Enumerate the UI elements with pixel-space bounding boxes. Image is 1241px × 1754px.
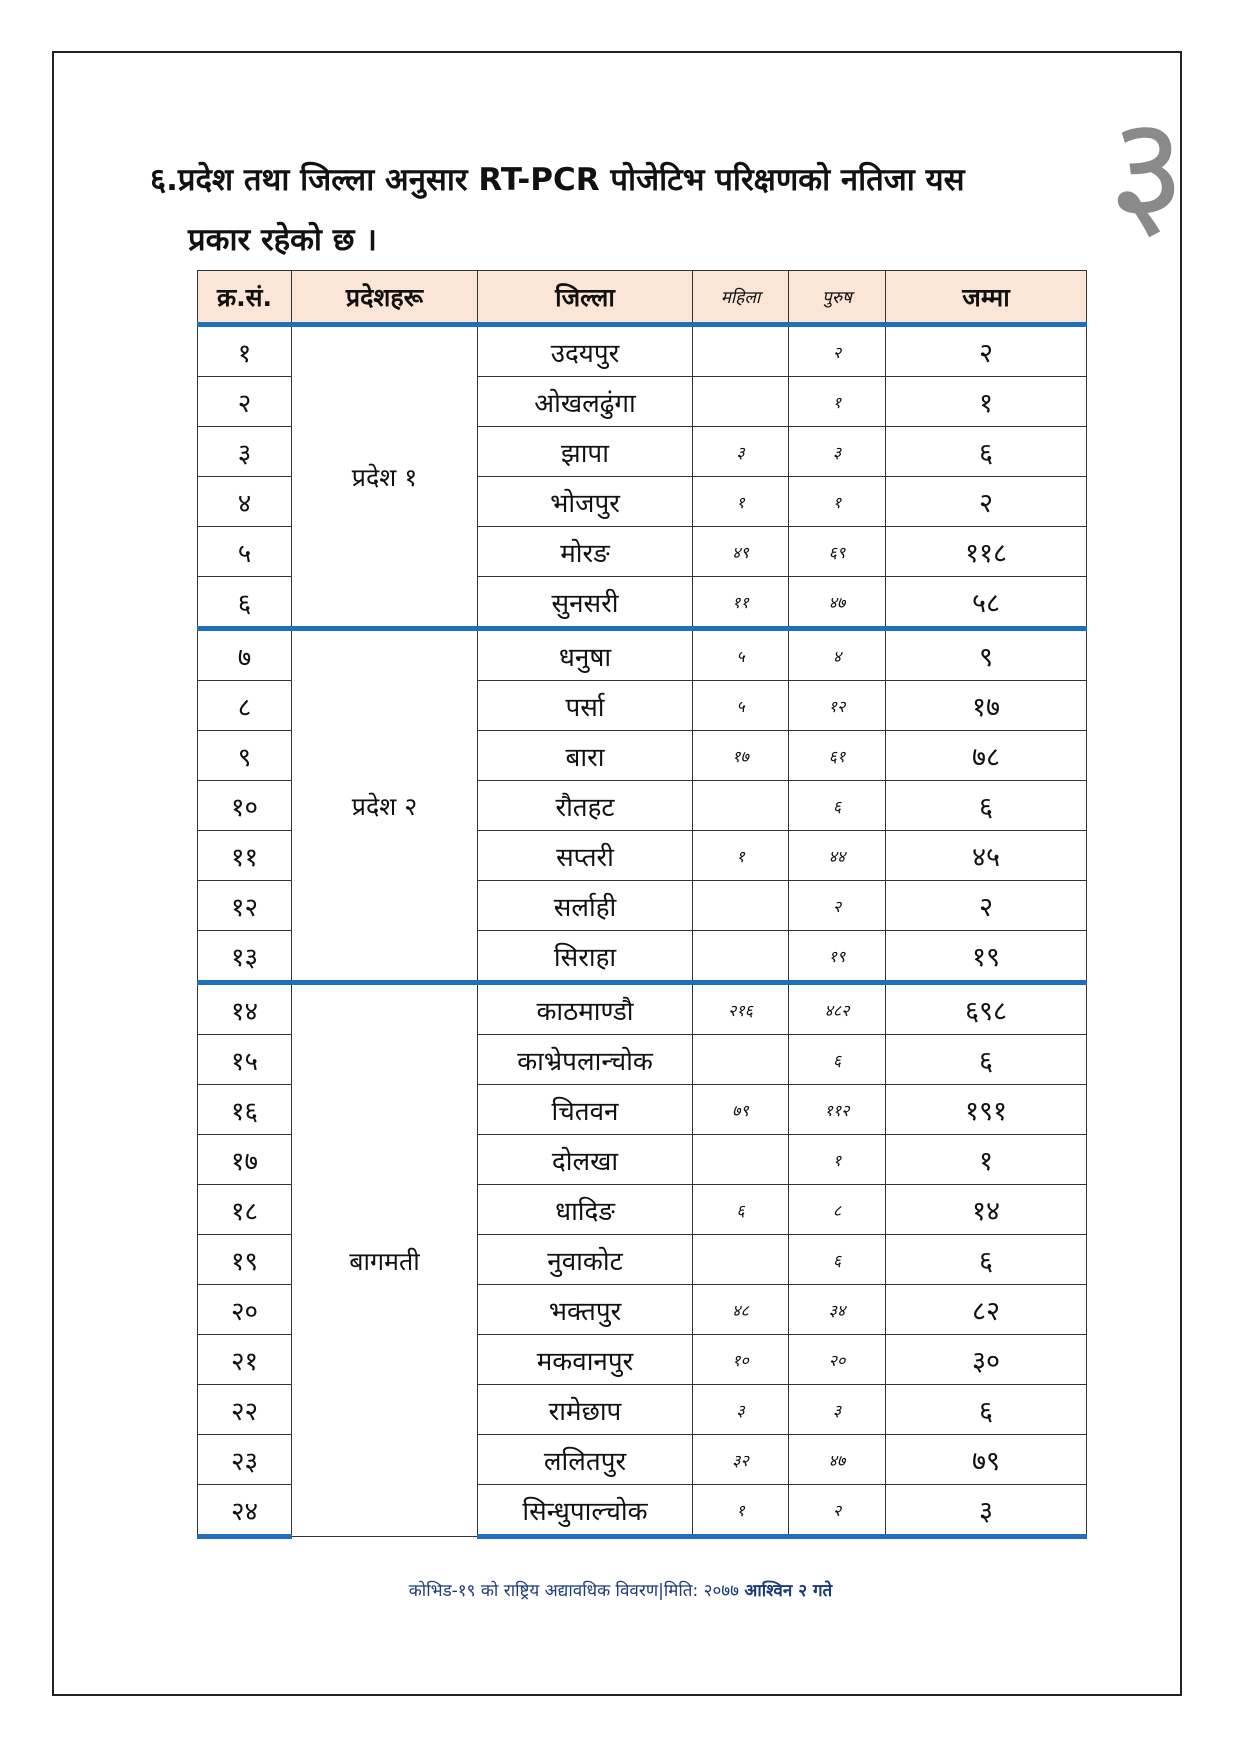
cell-male: ३ [789, 427, 886, 477]
cell-female [693, 781, 789, 831]
cell-female: ११ [693, 577, 789, 629]
cell-total: ६ [886, 427, 1087, 477]
header-district: जिल्ला [478, 271, 693, 325]
cell-female: ३२ [693, 1435, 789, 1485]
cell-male: ४८२ [789, 983, 886, 1035]
cell-male: २ [789, 1485, 886, 1537]
cell-sn: १९ [198, 1235, 292, 1285]
heading-line-1: ६.प्रदेश तथा जिल्ला अनुसार RT-PCR पोजेटिभ परिक्षणको नतिजा यस [150, 162, 965, 198]
cell-district: उदयपुर [478, 325, 693, 377]
cell-district: ओखलढुंगा [478, 377, 693, 427]
cell-female [693, 325, 789, 377]
cell-male: ४७ [789, 1435, 886, 1485]
table-row [198, 325, 1087, 377]
cell-female: ३ [693, 427, 789, 477]
cell-district: झापा [478, 427, 693, 477]
section-heading [150, 150, 1080, 270]
cell-sn: १० [198, 781, 292, 831]
cell-total: ३० [886, 1335, 1087, 1385]
cell-district: सिन्धुपाल्चोक [478, 1485, 693, 1537]
cell-female [693, 1135, 789, 1185]
cell-total: २ [886, 325, 1087, 377]
cell-sn: ६ [198, 577, 292, 629]
cell-female: १० [693, 1335, 789, 1385]
cell-district: नुवाकोट [478, 1235, 693, 1285]
cell-sn: १७ [198, 1135, 292, 1185]
table-header-row [198, 271, 1087, 325]
cell-district: चितवन [478, 1085, 693, 1135]
cell-sn: ११ [198, 831, 292, 881]
cell-female [693, 881, 789, 931]
cell-male: ३४ [789, 1285, 886, 1335]
cell-sn: ४ [198, 477, 292, 527]
footer-date: आश्विन २ गते [744, 1581, 833, 1601]
cell-male: १ [789, 477, 886, 527]
cell-sn: २२ [198, 1385, 292, 1435]
cell-sn: १४ [198, 983, 292, 1035]
header-female: महिला [693, 271, 789, 325]
cell-female: ६ [693, 1185, 789, 1235]
cell-female [693, 377, 789, 427]
cell-total: ७८ [886, 731, 1087, 781]
cell-district: काठमाण्डौ [478, 983, 693, 1035]
cell-female [693, 931, 789, 983]
cell-total: ६ [886, 1035, 1087, 1085]
cell-total: ६ [886, 1235, 1087, 1285]
cell-female: ५ [693, 681, 789, 731]
cell-district: मोरङ [478, 527, 693, 577]
cell-province: प्रदेश १ [292, 325, 478, 629]
cell-total: ३ [886, 1485, 1087, 1537]
cell-sn: १३ [198, 931, 292, 983]
cell-female: १ [693, 831, 789, 881]
header-male: पुरुष [789, 271, 886, 325]
cell-male: २० [789, 1335, 886, 1385]
cell-total: २ [886, 881, 1087, 931]
cell-sn: २१ [198, 1335, 292, 1385]
cell-sn: ५ [198, 527, 292, 577]
cell-sn: १५ [198, 1035, 292, 1085]
cell-district: धनुषा [478, 629, 693, 681]
footer [0, 1578, 1241, 1601]
cell-female: १ [693, 477, 789, 527]
cell-male: २ [789, 881, 886, 931]
cell-male: १ [789, 377, 886, 427]
cell-female: ३ [693, 1385, 789, 1435]
cell-district: भोजपुर [478, 477, 693, 527]
cell-female: १ [693, 1485, 789, 1537]
cell-sn: ७ [198, 629, 292, 681]
table-row [198, 629, 1087, 681]
cell-sn: ३ [198, 427, 292, 477]
page-number: ३ [1108, 84, 1187, 258]
cell-total: ६ [886, 781, 1087, 831]
cell-sn: २ [198, 377, 292, 427]
cell-total: १ [886, 1135, 1087, 1185]
cell-female [693, 1035, 789, 1085]
cell-female: ७९ [693, 1085, 789, 1135]
cell-total: ७९ [886, 1435, 1087, 1485]
cell-male: ४ [789, 629, 886, 681]
cell-male: २ [789, 325, 886, 377]
cell-total: ६९८ [886, 983, 1087, 1035]
cell-district: सप्तरी [478, 831, 693, 881]
cell-total: २ [886, 477, 1087, 527]
cell-male: ४४ [789, 831, 886, 881]
cell-male: ४७ [789, 577, 886, 629]
cell-district: रौतहट [478, 781, 693, 831]
cell-sn: १८ [198, 1185, 292, 1235]
cell-province: बागमती [292, 983, 478, 1537]
cell-male: ६ [789, 1235, 886, 1285]
cell-district: सुनसरी [478, 577, 693, 629]
cell-total: ८२ [886, 1285, 1087, 1335]
cell-male: ६९ [789, 527, 886, 577]
cell-total: १ [886, 377, 1087, 427]
cell-male: ३ [789, 1385, 886, 1435]
cell-sn: २४ [198, 1485, 292, 1537]
cell-district: रामेछाप [478, 1385, 693, 1435]
table-body [198, 325, 1087, 1537]
cell-total: १९ [886, 931, 1087, 983]
cell-district: मकवानपुर [478, 1335, 693, 1385]
cell-male: ८ [789, 1185, 886, 1235]
cell-male: १ [789, 1135, 886, 1185]
cell-sn: १६ [198, 1085, 292, 1135]
cell-province: प्रदेश २ [292, 629, 478, 983]
cell-district: दोलखा [478, 1135, 693, 1185]
header-province: प्रदेशहरू [292, 271, 478, 325]
heading-line-2: प्रकार रहेको छ । [188, 222, 377, 258]
cell-sn: १२ [198, 881, 292, 931]
cell-district: काभ्रेपलान्चोक [478, 1035, 693, 1085]
cell-female: ५ [693, 629, 789, 681]
cell-total: ६ [886, 1385, 1087, 1435]
rt-pcr-results-table [197, 270, 1087, 1539]
cell-female: १७ [693, 731, 789, 781]
cell-total: १४ [886, 1185, 1087, 1235]
table-row [198, 983, 1087, 1035]
cell-sn: ९ [198, 731, 292, 781]
cell-district: बारा [478, 731, 693, 781]
cell-total: ५८ [886, 577, 1087, 629]
cell-male: ६१ [789, 731, 886, 781]
cell-total: १७ [886, 681, 1087, 731]
cell-total: ९ [886, 629, 1087, 681]
header-sn: क्र.सं. [198, 271, 292, 325]
cell-female: ४८ [693, 1285, 789, 1335]
cell-district: धादिङ [478, 1185, 693, 1235]
cell-total: ११८ [886, 527, 1087, 577]
cell-total: ४५ [886, 831, 1087, 881]
cell-district: ललितपुर [478, 1435, 693, 1485]
footer-text: कोभिड-१९ को राष्ट्रिय अद्यावधिक विवरण|मिति: २०७७ [408, 1581, 739, 1601]
cell-district: पर्सा [478, 681, 693, 731]
cell-sn: २० [198, 1285, 292, 1335]
cell-male: १२ [789, 681, 886, 731]
cell-sn: १ [198, 325, 292, 377]
cell-male: ११२ [789, 1085, 886, 1135]
cell-female [693, 1235, 789, 1285]
cell-sn: ८ [198, 681, 292, 731]
cell-district: सर्लाही [478, 881, 693, 931]
cell-female: २१६ [693, 983, 789, 1035]
cell-district: भक्तपुर [478, 1285, 693, 1335]
header-total: जम्मा [886, 271, 1087, 325]
cell-sn: २३ [198, 1435, 292, 1485]
cell-male: ६ [789, 1035, 886, 1085]
cell-female: ४९ [693, 527, 789, 577]
cell-male: ६ [789, 781, 886, 831]
cell-district: सिराहा [478, 931, 693, 983]
cell-male: १९ [789, 931, 886, 983]
cell-total: १९१ [886, 1085, 1087, 1135]
